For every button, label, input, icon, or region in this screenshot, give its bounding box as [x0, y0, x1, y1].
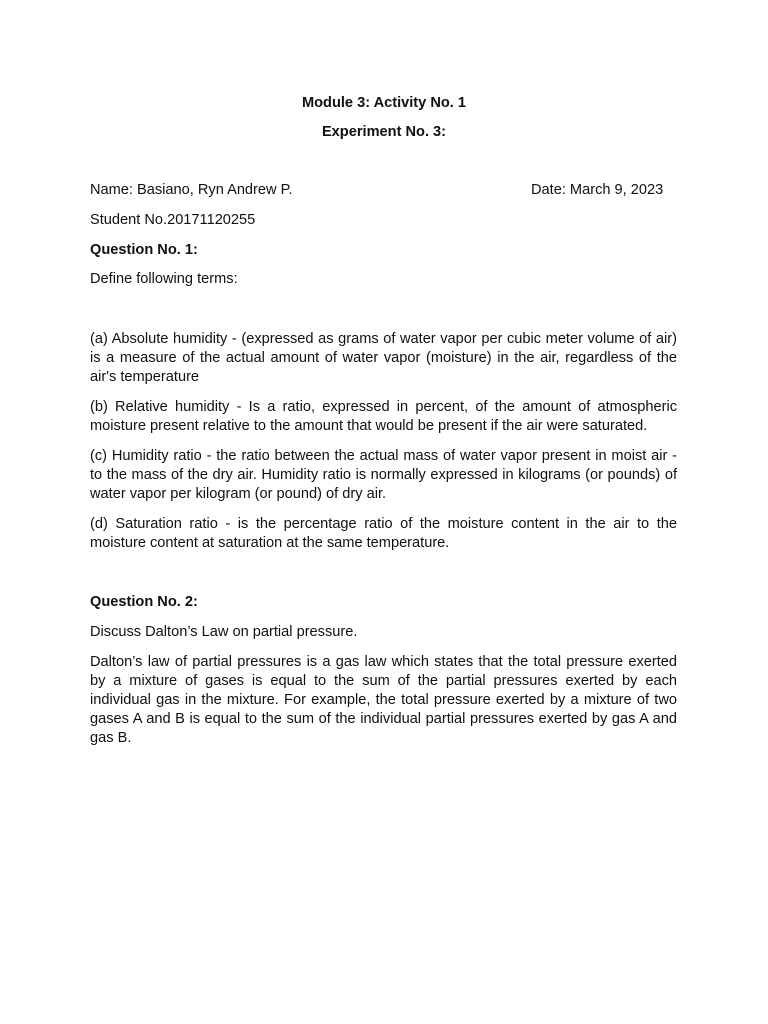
question-2-prompt: Discuss Dalton’s Law on partial pressure.: [90, 624, 358, 640]
definition-humidity-ratio: (c) Humidity ratio - the ratio between the actual mass of water vapor present in moist air - to the mass of the dry air. Humidity ratio is normally expressed in kilograms (or pounds) of water vapor per kilogram (or pound) of dry air.: [90, 448, 677, 502]
experiment-title: Experiment No. 3:: [321, 124, 447, 140]
question-2-answer: Dalton’s law of partial pressures is a gas law which states that the total pressure exerted by a mixture of gases is equal to the sum of the partial pressures exerted by each individual gas in the mixture. For example, the total pressure exerted by a mixture of two gases A and B is equal to the sum of the individual partial pressures exerted by gas A and gas B.: [90, 654, 677, 746]
module-title: Module 3: Activity No. 1: [301, 95, 467, 111]
question-1-prompt: Define following terms:: [90, 271, 238, 287]
definition-absolute-humidity: (a) Absolute humidity - (expressed as grams of water vapor per cubic meter volume of air) is a measure of the actual amount of water vapor (moisture) in the air, regardless of the air's temperature: [90, 331, 677, 385]
definition-relative-humidity: (b) Relative humidity - Is a ratio, expressed in percent, of the amount of atmospheric moisture present relative to the amount that would be present if the air were saturated.: [90, 399, 677, 434]
student-name: Name: Basiano, Ryn Andrew P.: [90, 182, 293, 198]
student-number: Student No.20171120255: [90, 212, 256, 228]
question-1-heading: Question No. 1:: [90, 242, 198, 258]
submission-date: Date: March 9, 2023: [531, 182, 664, 198]
definition-saturation-ratio: (d) Saturation ratio - is the percentage ratio of the moisture content in the air to the moisture content at saturation at the same temperature.: [90, 516, 677, 551]
question-2-heading: Question No. 2:: [90, 594, 198, 610]
